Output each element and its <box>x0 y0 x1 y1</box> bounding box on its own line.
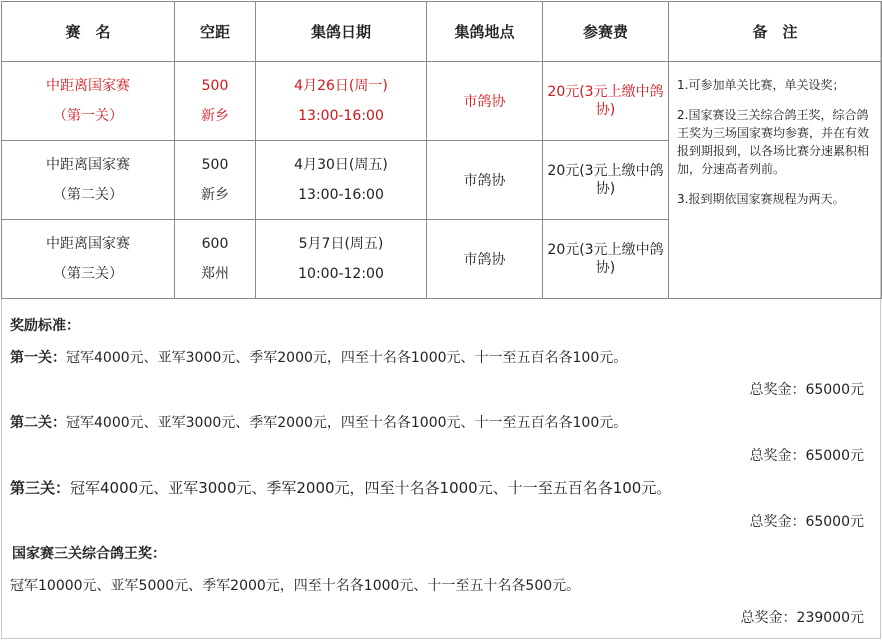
collect-date: 5月7日(周五) <box>298 236 384 252</box>
date-cell <box>256 141 427 220</box>
stage2-rewards <box>10 412 627 432</box>
note-item: 1.可参加单关比赛，单关设奖； <box>677 78 845 92</box>
header-collect-place: 集鸽地点 <box>427 2 543 62</box>
header-notes: 备 注 <box>669 2 882 62</box>
stage1-label: 第一关： <box>10 350 66 366</box>
notes-cell <box>669 62 882 299</box>
entry-fee: 20元(3元上缴中鸽协) <box>543 141 669 220</box>
stage2-total: 总奖金：65000元 <box>749 448 864 464</box>
collect-place: 市鸽协 <box>427 62 543 141</box>
collect-date: 4月26日(周一) <box>294 78 388 94</box>
stage3-text: 冠军4000元、亚军3000元、季军2000元，四至十名各1000元、十一至五百名各100元。 <box>70 479 672 497</box>
distance-value: 500 <box>201 78 229 94</box>
table-header-row <box>2 2 882 62</box>
stage3-total: 总奖金：65000元 <box>749 514 864 530</box>
stage3-rewards <box>10 477 671 498</box>
release-city: 郑州 <box>201 266 229 282</box>
race-name-cell <box>2 141 175 220</box>
distance-cell <box>175 141 256 220</box>
race-stage: （第二关） <box>53 187 123 203</box>
stage2-text: 冠军4000元、亚军3000元、季军2000元，四至十名各1000元、十一至五百名各100元。 <box>66 415 628 431</box>
header-entry-fee: 参赛费 <box>543 2 669 62</box>
note-item: 3.报到期依国家赛规程为两天。 <box>677 192 845 206</box>
race-name-cell <box>2 62 175 141</box>
race-schedule-document <box>1 1 881 639</box>
race-stage: （第三关） <box>53 266 123 282</box>
header-distance: 空距 <box>175 2 256 62</box>
collect-date: 4月30日(周五) <box>294 157 388 173</box>
note-item: 2.国家赛设三关综合鸽王奖，综合鸽王奖为三场国家赛均参赛，并在有效报到期报到，以各场比赛分速累积相加，分速高者列前。 <box>677 108 870 176</box>
race-schedule-table <box>1 1 882 299</box>
distance-cell <box>175 220 256 299</box>
header-collect-date: 集鸽日期 <box>256 2 427 62</box>
stage2-label: 第二关： <box>10 415 66 431</box>
race-stage: （第一关） <box>53 108 123 124</box>
king-award-title: 国家赛三关综合鸽王奖： <box>12 546 166 562</box>
stage3-label: 第三关： <box>10 479 71 497</box>
distance-value: 500 <box>201 157 229 173</box>
entry-fee: 20元(3元上缴中鸽协) <box>543 62 669 141</box>
collect-time: 13:00-16:00 <box>298 108 384 124</box>
race-name: 中距离国家赛 <box>46 78 130 94</box>
king-award-text: 冠军10000元、亚军5000元、季军2000元，四至十名各1000元、十一至五十名各500元。 <box>10 578 581 594</box>
header-race-name: 赛 名 <box>2 2 175 62</box>
rewards-title: 奖励标准： <box>10 318 80 334</box>
stage1-text: 冠军4000元、亚军3000元、季军2000元，四至十名各1000元、十一至五百名各100元。 <box>66 350 628 366</box>
race-name-cell <box>2 220 175 299</box>
race-name: 中距离国家赛 <box>46 236 130 252</box>
stage1-total: 总奖金：65000元 <box>749 382 864 398</box>
date-cell <box>256 62 427 141</box>
entry-fee: 20元(3元上缴中鸽协) <box>543 220 669 299</box>
date-cell <box>256 220 427 299</box>
distance-cell <box>175 62 256 141</box>
release-city: 新乡 <box>201 187 229 203</box>
collect-time: 10:00-12:00 <box>298 266 384 282</box>
release-city: 新乡 <box>201 108 229 124</box>
collect-place: 市鸽协 <box>427 141 543 220</box>
race-name: 中距离国家赛 <box>46 157 130 173</box>
collect-place: 市鸽协 <box>427 220 543 299</box>
stage1-rewards <box>10 347 627 367</box>
table-row <box>2 62 882 141</box>
king-award-total: 总奖金：239000元 <box>740 610 864 626</box>
distance-value: 600 <box>201 236 229 252</box>
collect-time: 13:00-16:00 <box>298 187 384 203</box>
